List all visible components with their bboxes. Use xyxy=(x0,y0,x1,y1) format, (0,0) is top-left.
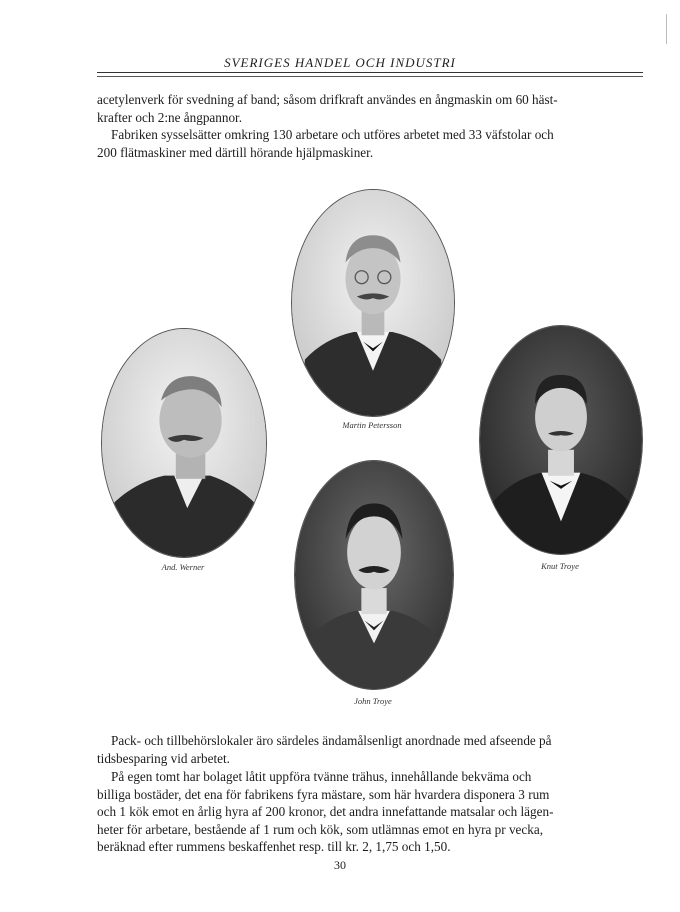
text-line: 200 flätmaskiner med därtill hörande hjälpmaskiner. xyxy=(97,144,374,160)
text-line: billiga bostäder, det ena för fabrikens fyra mästare, som här hvardera disponera 3 rum xyxy=(97,786,550,802)
header-rule-thin xyxy=(97,76,643,77)
portrait-john-troye xyxy=(294,460,454,690)
text-line: På egen tomt har bolaget låtit uppföra tvänne trähus, innehållande bekväma och xyxy=(111,769,532,784)
caption-and-werner: And. Werner xyxy=(161,562,205,572)
running-head: SVERIGES HANDEL OCH INDUSTRI xyxy=(224,55,456,70)
text-line: krafter och 2:ne ångpannor. xyxy=(97,109,243,125)
caption-john-troye: John Troye xyxy=(354,696,392,706)
caption-martin-petersson: Martin Petersson xyxy=(342,420,402,430)
text-line: beräknad efter rummens beskaffenhet resp. till kr. 2, 1,75 och 1,50. xyxy=(97,839,451,854)
portrait-photo xyxy=(102,329,266,557)
text-line: acetylenverk för svedning af band; såsom drifkraft användes en ångmaskin om 60 häst- xyxy=(97,92,558,107)
page-number: 30 xyxy=(334,858,346,872)
portrait-martin-petersson xyxy=(291,189,455,417)
paragraph-3 xyxy=(97,732,645,767)
paragraph-4 xyxy=(97,768,645,856)
portrait-photo xyxy=(292,190,454,416)
portrait-photo xyxy=(295,461,453,689)
portrait-knut-troye xyxy=(479,325,643,555)
header-rule xyxy=(97,72,643,73)
text-line: Fabriken sysselsätter omkring 130 arbetare och utföres arbetet med 33 väfstolar och xyxy=(111,127,554,142)
edge-mark xyxy=(666,14,667,44)
text-line: heter för arbetare, bestående af 1 rum och kök, som utlämnas emot en hyra pr vecka, xyxy=(97,821,543,837)
text-line: tidsbesparing vid arbetet. xyxy=(97,750,230,766)
portrait-and-werner xyxy=(101,328,267,558)
caption-knut-troye: Knut Troye xyxy=(541,561,579,571)
text-line: Pack- och tillbehörslokaler äro särdeles ändamålsenligt anordnade med afseende på xyxy=(111,733,552,748)
portrait-photo xyxy=(480,326,642,554)
text-line: och 1 kök emot en årlig hyra af 200 kronor, det andra innefattande matsalar och lägen- xyxy=(97,804,554,819)
paragraph-2 xyxy=(97,126,645,161)
paragraph-1 xyxy=(97,91,645,126)
